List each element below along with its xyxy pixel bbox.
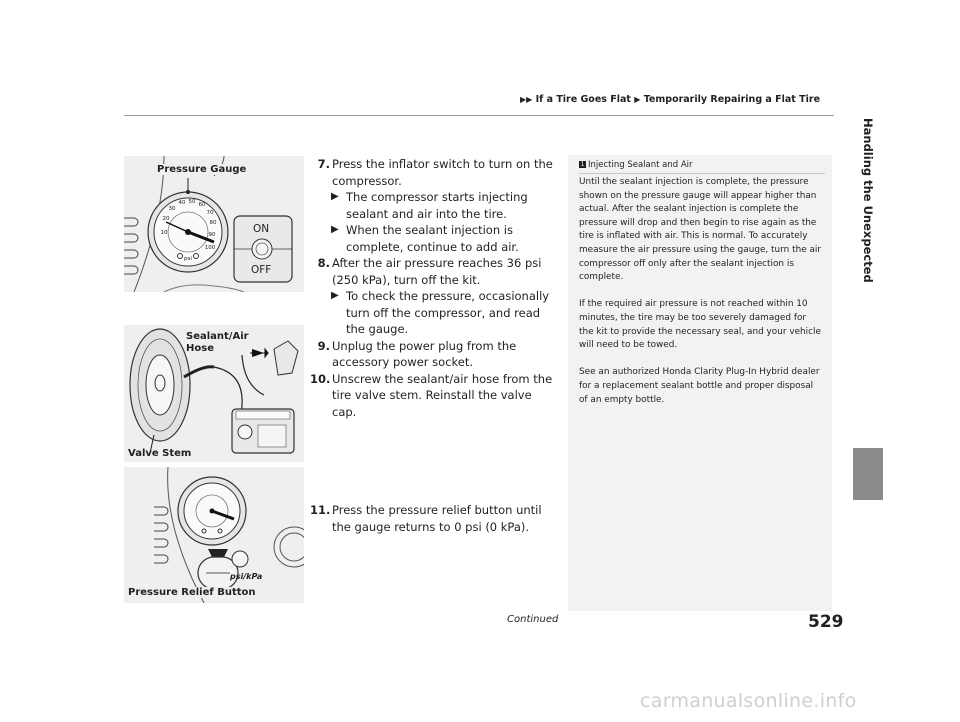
side-note [568, 155, 832, 611]
svg-text:20: 20 [162, 216, 170, 222]
step-number: 9. [317, 338, 330, 353]
procedure-steps [310, 156, 556, 535]
note-rule [579, 173, 825, 174]
header-rule [124, 115, 834, 116]
note-heading [579, 160, 693, 170]
chapter-tab [853, 112, 883, 442]
svg-text:100: 100 [204, 245, 216, 251]
figure-sealant-hose [124, 325, 304, 462]
label-valve-stem: Valve Stem [128, 448, 192, 459]
breadcrumb-item[interactable]: If a Tire Goes Flat [535, 94, 631, 105]
step-number: 7. [317, 157, 330, 171]
note-paragraph: Until the sealant injection is complete, the pressure shown on the pressure gauge will appear higher than actual. After the sealant injection is complete the pressure will drop and then begin to rise again as the tire is inflated with air. This is normal. To accurately measure the air pressure using the gauge, turn the air compressor off only after the sealant injection is complete. [579, 177, 822, 283]
figure-pressure-relief [124, 467, 304, 603]
substep-text: When the sealant injection is complete, continue to add air. [346, 223, 519, 254]
step-number: 10. [310, 371, 331, 386]
watermark: carmanualsonline.info [640, 690, 857, 712]
svg-text:10: 10 [160, 230, 168, 236]
svg-text:psi: psi [184, 256, 192, 262]
step-substep [310, 288, 556, 338]
step-number: 11. [310, 503, 331, 517]
substep-text: The compressor starts injecting sealant and air into the tire. [346, 190, 528, 221]
step-number: 8. [317, 256, 330, 270]
continued-label: Continued [507, 614, 559, 625]
svg-text:30: 30 [168, 206, 176, 212]
svg-text:90: 90 [208, 232, 216, 238]
arrow-icon: ▶ [331, 191, 339, 202]
note-marker-icon: 1 [580, 161, 585, 168]
step-substep [310, 222, 556, 255]
chapter-tab-label: Handling the Unexpected [861, 118, 875, 283]
breadcrumb [520, 94, 820, 105]
label-pressure-gauge: Pressure Gauge [157, 164, 247, 175]
note-title: Injecting Sealant and Air [588, 160, 693, 170]
step-text: Press the pressure relief button until the gauge returns to 0 psi (0 kPa). [332, 503, 542, 534]
step-text: Press the inflator switch to turn on the compressor. [332, 157, 553, 188]
step-item [310, 156, 556, 189]
step-text: Unplug the power plug from the accessory power socket. [332, 338, 517, 369]
svg-text:60: 60 [198, 202, 206, 208]
figure-pressure-gauge [124, 156, 304, 292]
note-paragraph: If the required air pressure is not reached within 10 minutes, the tire may be too severely damaged for the kit to provide the necessary seal, and your vehicle will need to be towed. [579, 299, 821, 351]
step-item [310, 255, 556, 288]
label-sealant-air-hose: Sealant/Air Hose [186, 331, 249, 354]
page-number: 529 [808, 612, 844, 632]
note-body [579, 176, 823, 421]
breadcrumb-arrow-icon: ▶ [634, 95, 641, 104]
step-substep [310, 189, 556, 222]
arrow-icon: ▶ [331, 290, 339, 301]
svg-text:70: 70 [206, 210, 214, 216]
relief-illustration [124, 467, 304, 603]
step-item [310, 502, 556, 535]
substep-text: To check the pressure, occasionally turn off the compressor, and read the gauge. [346, 289, 550, 336]
label-switch-on: ON [253, 223, 270, 235]
svg-text:80: 80 [209, 220, 217, 226]
svg-text:40: 40 [178, 200, 186, 206]
step-text: Unscrew the sealant/air hose from the tire valve stem. Reinstall the valve cap. [332, 371, 553, 419]
label-pressure-relief-button: Pressure Relief Button [128, 587, 256, 598]
arrow-icon: ▶ [331, 224, 339, 235]
label-switch-off: OFF [251, 264, 272, 276]
chapter-marker [853, 448, 883, 500]
svg-text:50: 50 [188, 199, 196, 205]
note-paragraph: See an authorized Honda Clarity Plug-In Hybrid dealer for a replacement sealant bottle and proper disposal of an empty bottle. [579, 367, 820, 405]
label-psi-kpa: psi/kPa [230, 572, 263, 581]
step-text: After the air pressure reaches 36 psi (250 kPa), turn off the kit. [332, 256, 542, 287]
gauge-illustration [124, 156, 304, 292]
breadcrumb-arrow-icon: ▶▶ [520, 95, 533, 104]
step-item [310, 371, 556, 421]
step-item [310, 338, 556, 371]
breadcrumb-item[interactable]: Temporarily Repairing a Flat Tire [643, 94, 821, 105]
